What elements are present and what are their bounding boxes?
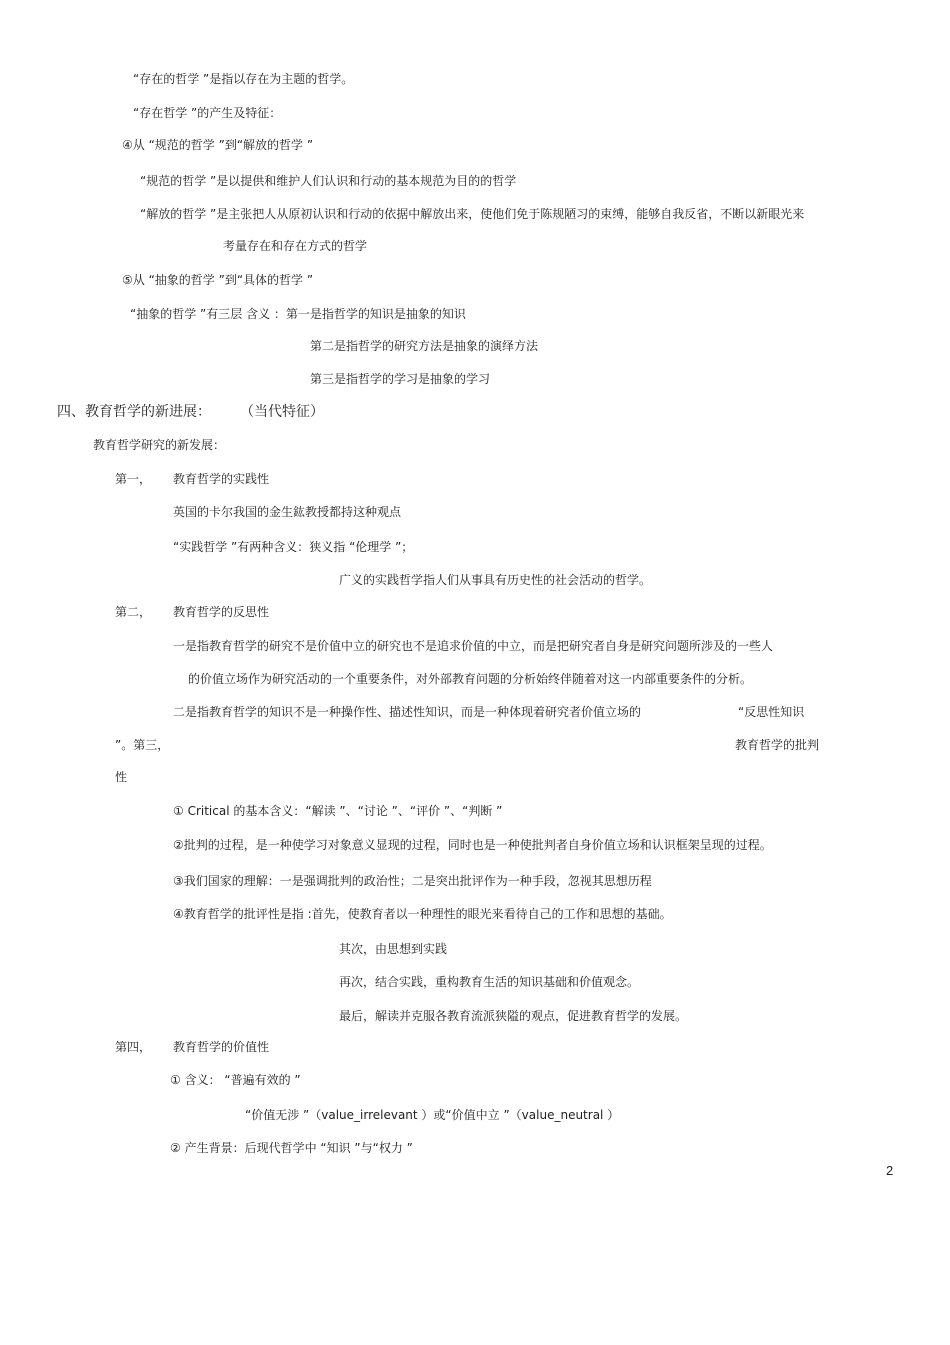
text-line: ④教育哲学的批评性是指 :首先，使教育者以一种理性的眼光来看待自己的工作和思想的基础。 xyxy=(173,907,672,921)
text-line: “存在哲学 ”的产生及特征： xyxy=(133,106,282,120)
text-line: 第二是指哲学的研究方法是抽象的演绎方法 xyxy=(310,339,539,353)
text-line: 一是指教育哲学的研究不是价值中立的研究也不是追求价值的中立，而是把研究者自身是研究问题所涉及的一些人 xyxy=(173,639,774,653)
text-line: “实践哲学 ”有两种含义：狭义指 “伦理学 ”； xyxy=(173,540,414,554)
text-line: ”。第三， xyxy=(115,738,170,752)
text-line: ②批判的过程，是一种使学习对象意义显现的过程，同时也是一种使批判者自身价值立场和认识框架呈现的过程。 xyxy=(173,838,772,852)
text-line: 考量存在和存在方式的哲学 xyxy=(223,239,368,253)
section-heading: 四、教育哲学的新进展： xyxy=(57,404,211,420)
text-line: 最后，解读并克服各教育流派狭隘的观点，促进教育哲学的发展。 xyxy=(339,1009,688,1023)
text-line: 二是指教育哲学的知识不是一种操作性、描述性知识，而是一种体现着研究者价值立场的 xyxy=(173,705,642,719)
text-line: “解放的哲学 ”是主张把人从原初认识和行动的依据中解放出来，使他们免于陈规陋习的束缚，能够自我反省，不断以新眼光来 xyxy=(140,207,805,221)
text-line: ① Critical 的基本含义：“解读 ”、“讨论 ”、“评价 ”、“判断 ” xyxy=(173,804,503,818)
item-label: 第一， xyxy=(115,472,152,486)
text-line: ① 含义： “普遍有效的 ” xyxy=(170,1073,301,1087)
text-line: 广义的实践哲学指人们从事具有历史性的社会活动的哲学。 xyxy=(339,573,652,587)
text-line: 其次，由思想到实践 xyxy=(339,942,448,956)
page-number: 2 xyxy=(886,1163,894,1178)
text-line: “价值无涉 ”（value_irrelevant ）或“价值中立 ”（value_neutral ） xyxy=(245,1108,620,1122)
text-line: 第三是指哲学的学习是抽象的学习 xyxy=(310,372,491,386)
item-title: 教育哲学的反思性 xyxy=(173,605,270,619)
text-line: ③我们国家的理解：一是强调批判的政治性；二是突出批评作为一种手段，忽视其思想历程 xyxy=(173,874,652,888)
item-label: 第四， xyxy=(115,1040,152,1054)
text-line: “存在的哲学 ”是指以存在为主题的哲学。 xyxy=(133,72,354,86)
item-title: 教育哲学的实践性 xyxy=(173,472,270,486)
text-line: ② 产生背景：后现代哲学中 “知识 ”与“权力 ” xyxy=(170,1141,413,1155)
text-line: ④从 “规范的哲学 ”到“解放的哲学 ” xyxy=(122,138,314,152)
text-line: 再次，结合实践，重构教育生活的知识基础和价值观念。 xyxy=(339,975,640,989)
text-line: “抽象的哲学 ”有三层 含义 ：第一是指哲学的知识是抽象的知识 xyxy=(130,307,466,321)
text-line: 英国的卡尔我国的金生鈜教授都持这种观点 xyxy=(173,505,402,519)
text-line: “反思性知识 xyxy=(738,705,805,719)
text-line: ⑤从 “抽象的哲学 ”到“具体的哲学 ” xyxy=(122,273,314,287)
text-line: 教育哲学研究的新发展： xyxy=(93,438,226,452)
text-line: 的价值立场作为研究活动的一个重要条件，对外部教育问题的分析始终伴随着对这一内部重要条件的分析。 xyxy=(188,672,753,686)
item-title: 教育哲学的价值性 xyxy=(173,1040,270,1054)
section-heading-note: （当代特征） xyxy=(240,404,324,420)
text-line: 性 xyxy=(115,770,128,784)
item-title: 教育哲学的批判 xyxy=(735,738,820,752)
item-label: 第二， xyxy=(115,605,152,619)
text-line: “规范的哲学 ”是以提供和维护人们认识和行动的基本规范为目的的哲学 xyxy=(140,174,517,188)
